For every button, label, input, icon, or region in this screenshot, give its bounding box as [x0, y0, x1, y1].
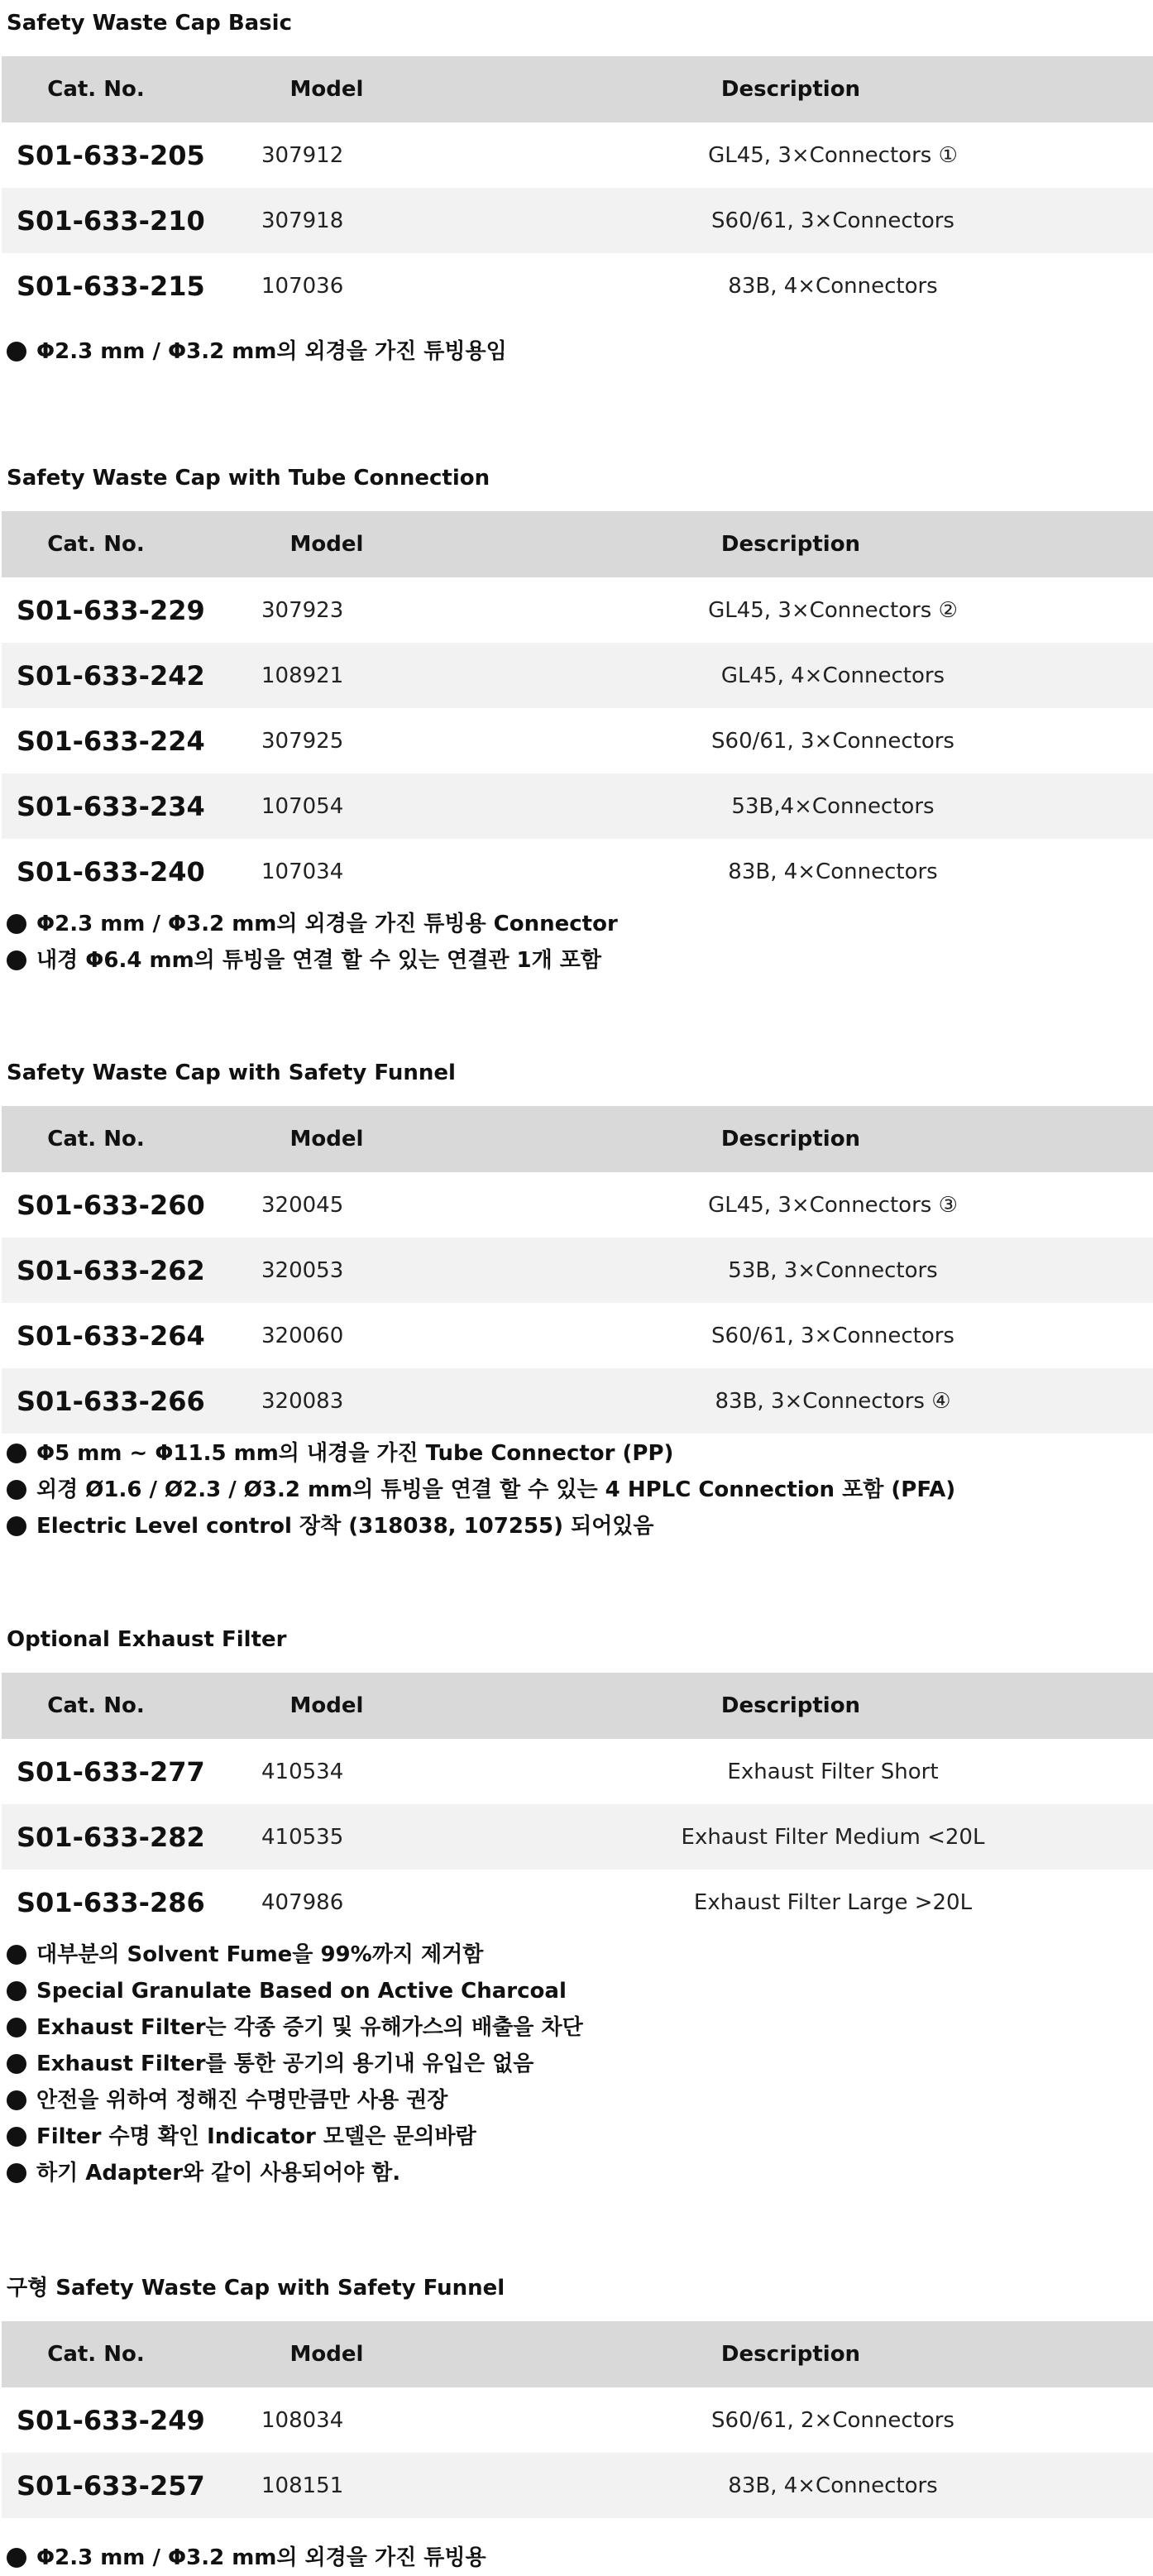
note-text: Electric Level control 장착 (318038, 107255) 되어있음 [36, 1514, 654, 1539]
note-text: Φ2.3 mm / Φ3.2 mm의 외경을 가진 튜빙용임 [36, 339, 507, 364]
cat-no-cell: S01-633-266 [17, 1385, 205, 1417]
note-item [7, 333, 1148, 370]
bullet-icon [7, 342, 26, 362]
bullet-icon [7, 950, 26, 970]
cat-no-cell: S01-633-205 [17, 139, 205, 171]
description-cell: 53B, 3×Connectors [728, 1257, 938, 1283]
note-item [7, 1973, 1148, 2009]
notes-list [7, 1435, 1148, 1544]
bullet-icon [7, 2054, 26, 2074]
bullet-icon [7, 1516, 26, 1536]
description-cell: GL45, 3×Connectors ① [708, 142, 958, 168]
table-row [2, 1303, 1153, 1368]
header-cat-no: Cat. No. [47, 2342, 145, 2367]
model-cell: 320045 [261, 1192, 344, 1218]
cat-no-cell: S01-633-262 [17, 1254, 205, 1286]
note-text: Φ5 mm ~ Φ11.5 mm의 내경을 가진 Tube Connector (PP) [36, 1441, 674, 1466]
header-model: Model [289, 77, 364, 102]
description-cell: S60/61, 3×Connectors [711, 208, 954, 233]
note-text: 외경 Ø1.6 / Ø2.3 / Ø3.2 mm의 튜빙을 연결 할 수 있는 4 HPLC Connection 포함 (PFA) [36, 1477, 956, 1502]
table-row [2, 773, 1153, 839]
cat-no-cell: S01-633-282 [17, 1821, 205, 1853]
cat-no-cell: S01-633-286 [17, 1886, 205, 1918]
header-description: Description [720, 77, 861, 102]
section-title: Safety Waste Cap with Safety Funnel [7, 1061, 456, 1085]
table-row [2, 253, 1153, 318]
table-row [2, 839, 1153, 904]
note-text: Exhaust Filter는 각종 증기 및 유해가스의 배출을 차단 [36, 2015, 583, 2040]
model-cell: 107054 [261, 793, 344, 819]
description-cell: S60/61, 3×Connectors [711, 1323, 954, 1348]
description-cell: 83B, 4×Connectors [728, 2473, 938, 2498]
model-cell: 407986 [261, 1889, 344, 1915]
header-model: Model [289, 1693, 364, 1718]
description-cell: S60/61, 2×Connectors [711, 2407, 954, 2433]
cat-no-cell: S01-633-249 [17, 2404, 205, 2436]
model-cell: 307912 [261, 142, 344, 168]
header-description: Description [720, 1127, 861, 1152]
header-model: Model [289, 532, 364, 557]
table-header [2, 1106, 1153, 1172]
header-cat-no: Cat. No. [47, 1693, 145, 1718]
header-description: Description [720, 2342, 861, 2367]
cat-no-cell: S01-633-234 [17, 790, 205, 822]
table-row [2, 1804, 1153, 1870]
table-header [2, 2321, 1153, 2387]
cat-no-cell: S01-633-240 [17, 855, 205, 888]
bullet-icon [7, 2018, 26, 2037]
section-title: Safety Waste Cap with Tube Connection [7, 466, 490, 491]
note-text: 안전을 위하여 정해진 수명만큼만 사용 권장 [36, 2088, 448, 2113]
note-text: 하기 Adapter와 같이 사용되어야 함. [36, 2161, 401, 2186]
notes-list [7, 333, 1148, 370]
note-item [7, 1937, 1148, 1973]
description-cell: 53B,4×Connectors [731, 793, 935, 819]
bullet-icon [7, 914, 26, 934]
section-title: 구형 Safety Waste Cap with Safety Funnel [7, 2276, 505, 2301]
note-item [7, 2119, 1148, 2155]
model-cell: 108034 [261, 2407, 344, 2433]
model-cell: 108151 [261, 2473, 344, 2498]
product-table [2, 511, 1153, 904]
note-text: Special Granulate Based on Active Charcoal [36, 1979, 567, 2004]
model-cell: 410534 [261, 1759, 344, 1784]
notes-list [7, 1937, 1148, 2191]
note-item [7, 2009, 1148, 2046]
note-item [7, 2155, 1148, 2191]
cat-no-cell: S01-633-242 [17, 659, 205, 692]
note-item [7, 2082, 1148, 2119]
table-row [2, 1238, 1153, 1303]
cat-no-cell: S01-633-264 [17, 1319, 205, 1352]
table-header [2, 56, 1153, 122]
table-row [2, 1739, 1153, 1804]
model-cell: 410535 [261, 1824, 344, 1850]
header-model: Model [289, 1127, 364, 1152]
model-cell: 320053 [261, 1257, 344, 1283]
note-item [7, 906, 1148, 942]
note-item [7, 1508, 1148, 1544]
header-model: Model [289, 2342, 364, 2367]
model-cell: 320083 [261, 1388, 344, 1414]
note-item [7, 2540, 1148, 2576]
model-cell: 320060 [261, 1323, 344, 1348]
note-text: Exhaust Filter를 통한 공기의 용기내 유입은 없음 [36, 2052, 534, 2076]
bullet-icon [7, 1480, 26, 1500]
model-cell: 307923 [261, 597, 344, 623]
description-cell: Exhaust Filter Medium <20L [681, 1824, 985, 1850]
header-cat-no: Cat. No. [47, 77, 145, 102]
bullet-icon [7, 2163, 26, 2183]
description-cell: 83B, 4×Connectors [728, 273, 938, 299]
header-cat-no: Cat. No. [47, 532, 145, 557]
note-item [7, 1435, 1148, 1472]
cat-no-cell: S01-633-260 [17, 1189, 205, 1221]
table-row [2, 122, 1153, 188]
description-cell: 83B, 3×Connectors ④ [715, 1388, 951, 1414]
section-title: Safety Waste Cap Basic [7, 11, 292, 36]
description-cell: GL45, 4×Connectors [720, 663, 945, 688]
table-row [2, 1172, 1153, 1238]
note-text: Filter 수명 확인 Indicator 모델은 문의바람 [36, 2124, 476, 2149]
product-table [2, 1673, 1153, 1935]
product-table [2, 2321, 1153, 2518]
notes-list [7, 906, 1148, 979]
note-item [7, 2046, 1148, 2082]
description-cell: S60/61, 3×Connectors [711, 728, 954, 754]
description-cell: Exhaust Filter Short [727, 1759, 939, 1784]
description-cell: 83B, 4×Connectors [728, 859, 938, 884]
note-item [7, 942, 1148, 979]
header-description: Description [720, 1693, 861, 1718]
bullet-icon [7, 1444, 26, 1463]
section-title: Optional Exhaust Filter [7, 1627, 287, 1652]
model-cell: 307918 [261, 208, 344, 233]
bullet-icon [7, 2090, 26, 2110]
model-cell: 107036 [261, 273, 344, 299]
table-row [2, 2387, 1153, 2453]
table-row [2, 643, 1153, 708]
cat-no-cell: S01-633-215 [17, 270, 205, 302]
table-row [2, 188, 1153, 253]
note-item [7, 1472, 1148, 1508]
note-text: 내경 Φ6.4 mm의 튜빙을 연결 할 수 있는 연결관 1개 포함 [36, 948, 602, 973]
description-cell: Exhaust Filter Large >20L [693, 1889, 973, 1915]
note-text: Φ2.3 mm / Φ3.2 mm의 외경을 가진 튜빙용 [36, 2545, 486, 2570]
table-row [2, 577, 1153, 643]
description-cell: GL45, 3×Connectors ② [708, 597, 958, 623]
bullet-icon [7, 1945, 26, 1965]
table-header [2, 1673, 1153, 1739]
bullet-icon [7, 2127, 26, 2147]
model-cell: 108921 [261, 663, 344, 688]
product-table [2, 1106, 1153, 1434]
description-cell: GL45, 3×Connectors ③ [708, 1192, 958, 1218]
note-text: Φ2.3 mm / Φ3.2 mm의 외경을 가진 튜빙용 Connector [36, 912, 618, 936]
cat-no-cell: S01-633-224 [17, 725, 205, 757]
bullet-icon [7, 1981, 26, 2001]
model-cell: 307925 [261, 728, 344, 754]
model-cell: 107034 [261, 859, 344, 884]
cat-no-cell: S01-633-277 [17, 1755, 205, 1788]
table-row [2, 1368, 1153, 1434]
table-row [2, 708, 1153, 773]
product-table [2, 56, 1153, 318]
header-cat-no: Cat. No. [47, 1127, 145, 1152]
table-header [2, 511, 1153, 577]
notes-list [7, 2540, 1148, 2576]
table-row [2, 2453, 1153, 2518]
cat-no-cell: S01-633-229 [17, 594, 205, 626]
cat-no-cell: S01-633-210 [17, 204, 205, 237]
cat-no-cell: S01-633-257 [17, 2469, 205, 2502]
header-description: Description [720, 532, 861, 557]
table-row [2, 1870, 1153, 1935]
bullet-icon [7, 2548, 26, 2568]
note-text: 대부분의 Solvent Fume을 99%까지 제거함 [36, 1942, 484, 1967]
